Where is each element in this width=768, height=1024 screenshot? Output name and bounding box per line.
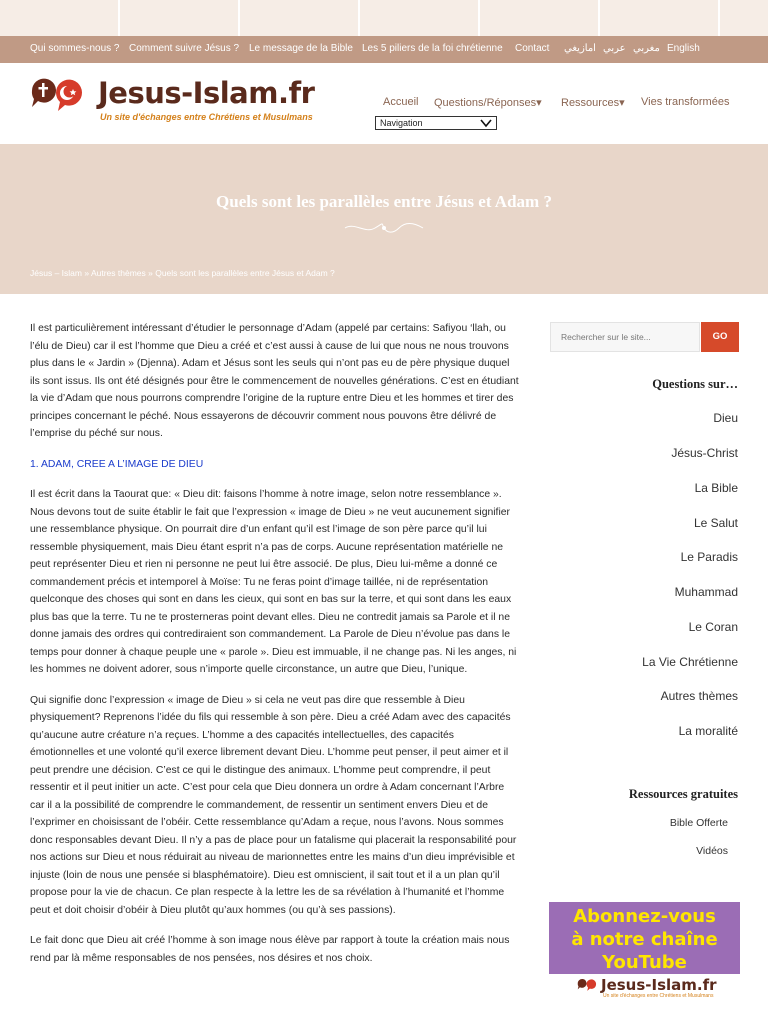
resources-heading: Ressources gratuites: [628, 787, 738, 801]
toplink-lang-arabic[interactable]: عربي: [603, 43, 626, 54]
sidebar-item-autres-themes[interactable]: Autres thèmes: [660, 689, 738, 703]
banner-logo-title: Jesus-Islam.fr: [601, 976, 717, 994]
decorative-top-band: [0, 0, 768, 36]
banner-logo-tagline: Un site d'échanges entre Chrétiens et Musulmans: [603, 993, 714, 999]
youtube-subscribe-banner[interactable]: [549, 902, 740, 1001]
site-header: [0, 63, 768, 144]
sidebar-item-videos[interactable]: Vidéos: [696, 845, 728, 857]
chevron-down-icon: [480, 118, 492, 128]
nav-ressources[interactable]: [561, 96, 625, 109]
nav-questions[interactable]: [434, 96, 542, 109]
toplink-lang-english[interactable]: English: [667, 43, 700, 54]
sidebar-item-dieu[interactable]: Dieu: [713, 411, 738, 425]
article-paragraph: Qui signifie donc l’expression « image de Dieu » si cela ne veut pas dire que ressemble à Dieu physiquement? Reprenons l’idée du fils qui ressemble à son père. Dieu a créé Adam avec des capacités qu’aucune autre créature n’a reçues. L’homme a des capacités intellectuelles, des capacités émotionnelles et une volonté qu’il exerce librement devant Dieu. L’homme peut penser, il peut aimer et il peut prendre une décision. C’est ce qui le distingue des animaux. L’homme peut comprendre, il peut ressentir et il peut initier un acte. C’est pour cela que Dieu donnera un ordre à Adam concernant l’Arbre car il a la possibilité de comprendre le commandement, de ressentir un sentiment envers Dieu et de l’exprimer en choisissant de l’obéir. Cette ressemblance qu’Adam a reçue, nous l’avons. Nous sommes donc responsables devant Dieu. Il n’y a pas de place pour un fatalisme qui placerait la responsabilité pour nos actions sur Dieu et nous réduirait au niveau de marionnettes entre les mains d’un dieu imprévisible et injuste (loin de nous une pensée si blasphématoire). Dieu est omniscient, il sait tout et il a un plan qu’il propose pour la vie de chacun. Ce plan respecte à la lettre les de sa révélation à l’humanité et l’homme peut et doit choisir d’obéir à Dieu plutôt qu’aux hommes (ou qu’à ses passions).: [30, 694, 517, 916]
sidebar-item-moralite[interactable]: La moralité: [678, 724, 738, 738]
page-hero: [0, 144, 768, 294]
toplink-about[interactable]: Qui sommes-nous ?: [30, 43, 120, 54]
nav-vies-transformees[interactable]: Vies transformées: [641, 96, 730, 108]
toplink-bible-message[interactable]: Le message de la Bible: [249, 43, 353, 54]
nav-accueil[interactable]: Accueil: [383, 96, 419, 108]
article-body: [30, 320, 520, 980]
chevron-down-icon: ▾: [536, 97, 542, 109]
sidebar-item-vie-chretienne[interactable]: La Vie Chrétienne: [642, 655, 738, 669]
breadcrumb: [30, 268, 335, 278]
breadcrumb-category[interactable]: Autres thèmes: [90, 268, 146, 278]
chevron-down-icon: ▾: [619, 97, 625, 109]
breadcrumb-current: Quels sont les parallèles entre Jésus et Adam ?: [155, 268, 335, 278]
article-paragraph: Il est écrit dans la Taourat que: « Dieu dit: faisons l’homme à notre image, selon notre ressemblance ». Nous devons tout de suite établir le fait que l’expression « image de Dieu » ne veut aucunement signifier une ressemblance physique. On pourrait dire d’un enfant qu’il est l’image de son père parce qu’il lui ressemble physiquement, mais Dieu étant esprit n’a pas de corps. Aucune représentation matérielle ne peut représenter Dieu et rien ni personne ne peut lui être associé. De plus, Dieu lui-même a donné ce commandement précis et intemporel à Moïse: Tu ne feras point d’image taillée, ni de représentation quelconque des choses qui sont en dans les cieux, qui sont en bas sur la terre, et qui sont dans les eaux plus bas que la terre. Tu ne te prosterneras point devant elles. Dieu ne contredit jamais sa Parole et il ne donne jamais des ordres qui contrediraient son commandement. La Parole de Dieu n’évolue pas dans le temps pour donner à chaque peuple une « parole ». Dieu est immuable, il ne change pas. Ni les anges, ni les hommes ne doivent adorer, sous n’importe quelle circonstance, un autre que Dieu, l’unique.: [30, 489, 517, 675]
sidebar-item-bible[interactable]: La Bible: [694, 481, 738, 495]
article-paragraph: Le fait donc que Dieu ait créé l’homme à son image nous élève par rapport à toute la création mais nous rend par là même responsables de nos pensées, nos désires et nos choix.: [30, 935, 510, 964]
search-go-button[interactable]: GO: [701, 322, 739, 352]
nav-questions-label: Questions/Réponses: [434, 97, 537, 109]
breadcrumb-home[interactable]: Jésus – Islam: [30, 268, 82, 278]
article-paragraph: Il est particulièrement intéressant d’étudier le personnage d’Adam (appelé par certains: Safiyou ‘llah, ou l’élu de Dieu) car il est l’homme que Dieu a créé et c’est aussi à cause de lui que nous ne nous trouvons plus dans le « Jardin » (Djenna). Adam et Jésus sont les seuls qui n’ont pas eu de père physique duquel ils sont issus. Ils ont été désignés pour être le commencement de nouvelles générations. C’est en étudiant la vie d’Adam que nous pourrons comprendre l’origine de la rupture entre Dieu et les hommes et tirer des principes concernant le péché. Nous essayerons de découvrir comment nous pouvons être délivré de l’emprise du péché sur nous.: [30, 323, 519, 439]
sidebar-item-salut[interactable]: Le Salut: [693, 516, 738, 530]
breadcrumb-separator: »: [81, 268, 91, 278]
sidebar-item-bible-offerte[interactable]: Bible Offerte: [669, 817, 728, 829]
sidebar-item-muhammad[interactable]: Muhammad: [674, 585, 738, 599]
sidebar-item-coran[interactable]: Le Coran: [688, 620, 738, 634]
nav-ressources-label: Ressources: [561, 97, 620, 109]
banner-line: à notre chaîne: [571, 929, 718, 950]
search-input[interactable]: Rechercher sur le site...: [550, 322, 700, 352]
logo-bubbles-icon[interactable]: [30, 77, 90, 113]
ornament-divider-icon: [343, 221, 425, 235]
toplink-five-pillars[interactable]: Les 5 piliers de la foi chrétienne: [362, 43, 503, 54]
breadcrumb-separator: »: [145, 268, 156, 278]
toplink-follow-jesus[interactable]: Comment suivre Jésus ?: [129, 43, 240, 54]
page-title: Quels sont les parallèles entre Jésus et Adam ?: [216, 192, 552, 211]
logo-title[interactable]: Jesus-Islam.fr: [98, 76, 315, 110]
logo-bubbles-icon: [577, 977, 599, 993]
section-heading: 1. ADAM, CREE A L’IMAGE DE DIEU: [30, 458, 204, 470]
sidebar-item-paradis[interactable]: Le Paradis: [680, 550, 738, 564]
navigation-select[interactable]: [375, 116, 497, 130]
banner-logo-strip: [549, 974, 740, 1001]
toplink-lang-darija[interactable]: مغربي: [633, 43, 660, 54]
top-links-bar: [0, 36, 768, 63]
questions-heading: Questions sur…: [652, 377, 738, 391]
banner-line: Abonnez-vous: [573, 906, 716, 927]
logo-tagline: Un site d'échanges entre Chrétiens et Musulmans: [100, 112, 313, 122]
toplink-contact[interactable]: Contact: [515, 43, 550, 54]
sidebar-item-jesus-christ[interactable]: Jésus-Christ: [671, 446, 738, 460]
banner-line: YouTube: [602, 952, 687, 973]
toplink-lang-amazigh[interactable]: امازيغي: [564, 43, 596, 54]
navigation-select-value: Navigation: [380, 118, 423, 128]
